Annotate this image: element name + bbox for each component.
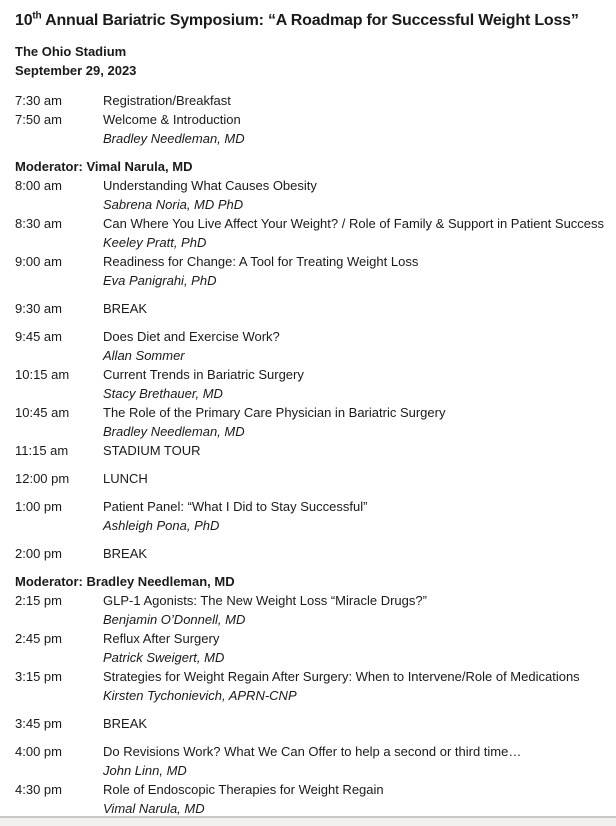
title-text: Annual Bariatric Symposium: “A Roadmap for Successful Weight Loss” <box>41 12 579 29</box>
speaker-name: Allan Sommer <box>103 348 185 363</box>
session-title: Role of Endoscopic Therapies for Weight Regain <box>103 782 384 797</box>
title-ordinal-superscript: th <box>32 10 42 22</box>
session-row <box>15 327 602 346</box>
speaker-indent <box>15 271 103 290</box>
session-title: Can Where You Live Affect Your Weight? / Role of Family & Support in Patient Success <box>103 216 605 231</box>
speaker-row <box>15 346 602 365</box>
schedule-entry <box>15 780 602 818</box>
schedule-entry <box>15 469 602 488</box>
speaker-row <box>15 422 602 441</box>
speaker-row <box>15 516 602 535</box>
schedule-entry <box>15 252 602 290</box>
speaker-row <box>15 271 602 290</box>
session-title: Current Trends in Bariatric Surgery <box>103 367 304 382</box>
session-row <box>15 365 602 384</box>
session-title: Registration/Breakfast <box>103 93 231 108</box>
session-time: 3:45 pm <box>15 716 62 731</box>
speaker-row <box>15 233 602 252</box>
session-title: STADIUM TOUR <box>103 443 201 458</box>
speaker-name: Stacy Brethauer, MD <box>103 386 223 401</box>
speaker-indent <box>15 233 103 252</box>
speaker-indent <box>15 610 103 629</box>
session-time: 2:00 pm <box>15 546 62 561</box>
session-title: BREAK <box>103 546 148 561</box>
session-time: 4:00 pm <box>15 744 62 759</box>
speaker-name: Patrick Sweigert, MD <box>103 650 225 665</box>
speaker-indent <box>15 129 103 148</box>
session-row <box>15 176 602 195</box>
speaker-row <box>15 761 602 780</box>
moderator-heading: Moderator: Vimal Narula, MD <box>15 159 193 174</box>
session-row <box>15 110 602 129</box>
title-number: 10 <box>15 12 33 29</box>
session-row <box>15 441 602 460</box>
session-title: Reflux After Surgery <box>103 631 220 646</box>
speaker-name: Keeley Pratt, PhD <box>103 235 207 250</box>
session-row <box>15 299 602 318</box>
session-title: LUNCH <box>103 471 148 486</box>
session-time: 7:30 am <box>15 93 62 108</box>
speaker-name: Kirsten Tychonievich, APRN-CNP <box>103 688 297 703</box>
session-time: 2:45 pm <box>15 631 62 646</box>
speaker-row <box>15 384 602 403</box>
session-time: 10:15 am <box>15 367 70 382</box>
session-time: 4:30 pm <box>15 782 62 797</box>
session-row <box>15 403 602 422</box>
session-title: Welcome & Introduction <box>103 112 241 127</box>
speaker-indent <box>15 346 103 365</box>
session-time: 1:00 pm <box>15 499 62 514</box>
schedule-entry <box>15 327 602 365</box>
session-time: 3:15 pm <box>15 669 62 684</box>
event-date: September 29, 2023 <box>15 63 137 78</box>
speaker-name: Sabrena Noria, MD PhD <box>103 197 244 212</box>
schedule-entry <box>15 299 602 318</box>
session-row <box>15 252 602 271</box>
session-time: 2:15 pm <box>15 593 62 608</box>
event-info <box>15 42 602 80</box>
session-title: Patient Panel: “What I Did to Stay Successful” <box>103 499 368 514</box>
session-time: 9:45 am <box>15 329 62 344</box>
speaker-row <box>15 195 602 214</box>
window-bottom-edge <box>0 816 616 826</box>
schedule-entry <box>15 629 602 667</box>
speaker-name: Bradley Needleman, MD <box>103 131 245 146</box>
speaker-indent <box>15 422 103 441</box>
document-title <box>15 10 602 32</box>
speaker-name: Vimal Narula, MD <box>103 801 205 816</box>
session-row <box>15 780 602 799</box>
speaker-name: Benjamin O’Donnell, MD <box>103 612 246 627</box>
session-time: 12:00 pm <box>15 471 70 486</box>
schedule-entry <box>15 365 602 403</box>
session-time: 9:30 am <box>15 301 62 316</box>
session-time: 9:00 am <box>15 254 62 269</box>
schedule-entry <box>15 742 602 780</box>
schedule-entry <box>15 214 605 252</box>
speaker-indent <box>15 195 103 214</box>
speaker-name: John Linn, MD <box>103 763 187 778</box>
session-row <box>15 91 602 110</box>
schedule-entry <box>15 91 602 110</box>
schedule-entry <box>15 591 602 629</box>
session-time: 7:50 am <box>15 112 62 127</box>
schedule-entry <box>15 110 602 148</box>
speaker-indent <box>15 648 103 667</box>
schedule-entry <box>15 667 602 705</box>
session-time: 10:45 am <box>15 405 70 420</box>
session-row <box>15 544 602 563</box>
schedule-entry <box>15 441 602 460</box>
session-title: The Role of the Primary Care Physician in Bariatric Surgery <box>103 405 446 420</box>
session-title: Understanding What Causes Obesity <box>103 178 317 193</box>
session-row <box>15 667 602 686</box>
session-row <box>15 714 602 733</box>
venue-name: The Ohio Stadium <box>15 44 127 59</box>
session-row <box>15 742 602 761</box>
session-title: Readiness for Change: A Tool for Treating Weight Loss <box>103 254 419 269</box>
speaker-indent <box>15 686 103 705</box>
schedule-entry <box>15 497 602 535</box>
session-title: GLP-1 Agonists: The New Weight Loss “Miracle Drugs?” <box>103 593 427 608</box>
speaker-row <box>15 686 602 705</box>
session-row <box>15 591 602 610</box>
speaker-indent <box>15 761 103 780</box>
session-time: 8:30 am <box>15 216 62 231</box>
speaker-indent <box>15 384 103 403</box>
schedule-entry <box>15 403 602 441</box>
speaker-row <box>15 610 602 629</box>
schedule-entry <box>15 176 602 214</box>
session-time: 11:15 am <box>15 443 69 458</box>
speaker-name: Ashleigh Pona, PhD <box>103 518 220 533</box>
session-title: Does Diet and Exercise Work? <box>103 329 280 344</box>
speaker-indent <box>15 516 103 535</box>
speaker-row <box>15 648 602 667</box>
session-time: 8:00 am <box>15 178 62 193</box>
session-row <box>15 497 602 516</box>
session-title: Do Revisions Work? What We Can Offer to help a second or third time… <box>103 744 522 759</box>
session-row <box>15 214 605 233</box>
session-title: BREAK <box>103 301 148 316</box>
schedule-list <box>15 91 605 818</box>
speaker-name: Eva Panigrahi, PhD <box>103 273 217 288</box>
session-title: BREAK <box>103 716 148 731</box>
session-row <box>15 469 602 488</box>
session-title: Strategies for Weight Regain After Surgery: When to Intervene/Role of Medications <box>103 669 580 684</box>
schedule-entry <box>15 544 602 563</box>
speaker-row <box>15 129 602 148</box>
speaker-name: Bradley Needleman, MD <box>103 424 245 439</box>
schedule-entry <box>15 714 602 733</box>
session-row <box>15 629 602 648</box>
moderator-heading: Moderator: Bradley Needleman, MD <box>15 574 235 589</box>
